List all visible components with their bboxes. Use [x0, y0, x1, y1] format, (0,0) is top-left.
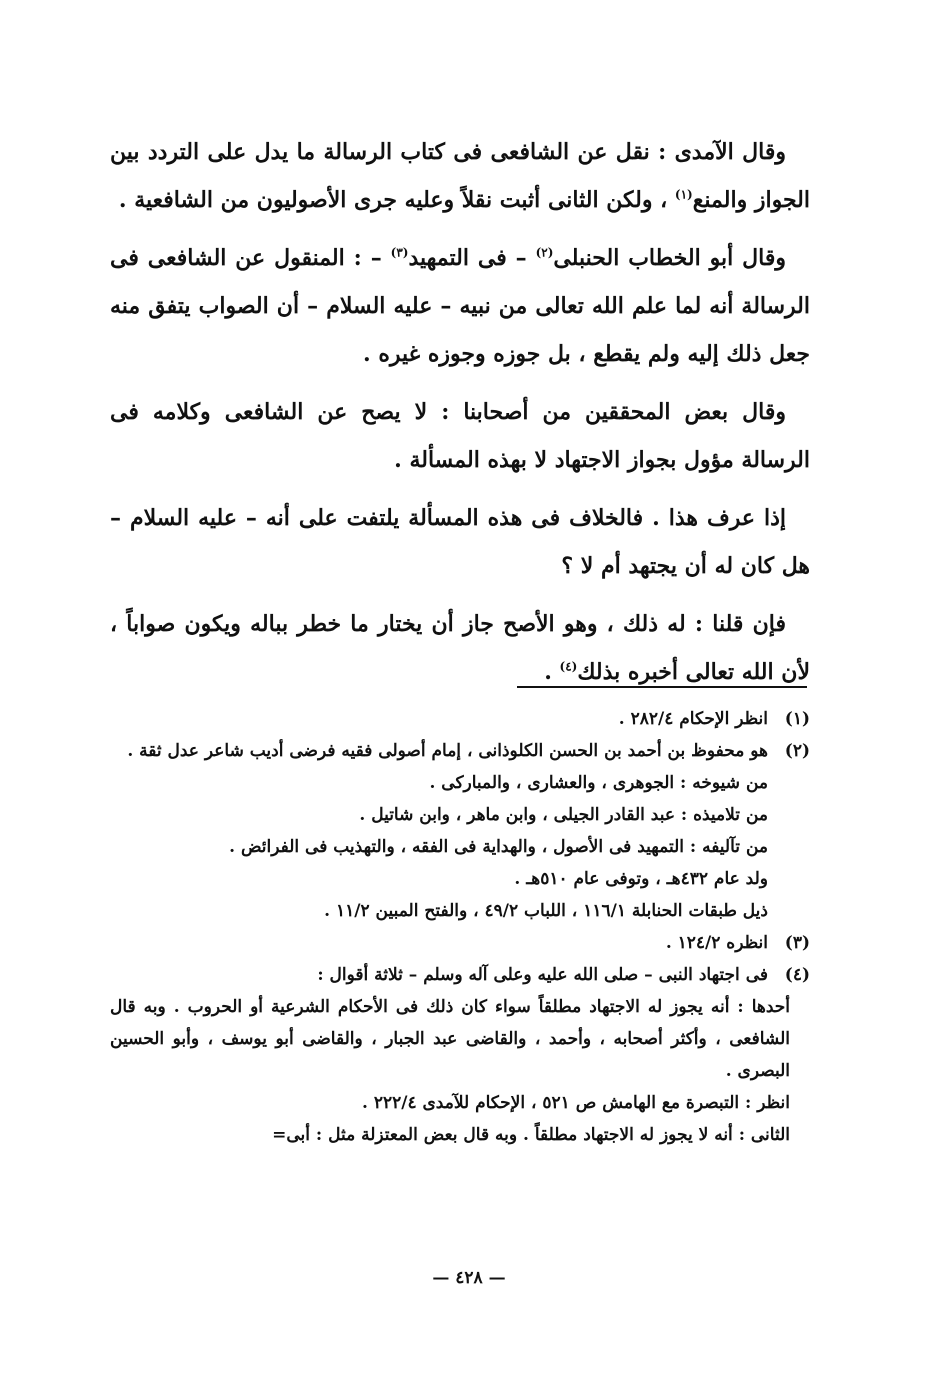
paragraph-2-text: وقال أبو الخطاب الحنبلى	[553, 245, 786, 271]
footnote-2-sources: ذيل طبقات الحنابلة ١١٦/١ ، اللباب ٤٩/٢ ، والفتح المبين ١١/٢ .	[324, 901, 768, 921]
footnotes	[110, 703, 810, 1151]
footnote-2-teachers: من شيوخه : الجوهرى ، والعشارى ، والمباركى .	[429, 773, 768, 793]
footnote-text: هو محفوظ بن أحمد بن الحسن الكلوذانى ، إمام أصولى فقيه فرضى أديب شاعر عدل ثقة .	[127, 741, 768, 761]
footnote-text: انظر الإحكام ٢٨٢/٤ .	[618, 709, 768, 729]
paragraph-2	[110, 234, 810, 378]
footnote-ref-2[interactable]: (٢)	[535, 245, 554, 260]
paragraph-4: إذا عرف هذا . فالخلاف فى هذه المسألة يلتفت على أنه – عليه السلام – هل كان له أن يجتهد أم لا ؟	[110, 505, 810, 579]
footnote-3	[110, 927, 810, 959]
footnote-2	[110, 735, 810, 767]
footnote-ref-3[interactable]: (٣)	[390, 245, 409, 260]
footnote-4-second-opinion: الثانى : أنه لا يجوز له الاجتهاد مطلقاً . وبه قال بعض المعتزلة مثل : أبى=	[272, 1125, 790, 1145]
footnote-4-continuation	[110, 991, 810, 1151]
footnote-4-reference: انظر : التبصرة مع الهامش ص ٥٢١ ، الإحكام للآمدى ٢٢٢/٤ .	[362, 1093, 790, 1113]
main-text	[110, 128, 810, 706]
footnote-ref-1[interactable]: (١)	[674, 187, 693, 202]
paragraph-3: وقال بعض المحققين من أصحابنا : لا يصح عن الشافعى وكلامه فى الرسالة مؤول بجواز الاجتهاد لا بهذه المسألة .	[110, 399, 810, 473]
footnote-1	[110, 703, 810, 735]
footnote-ref-4[interactable]: (٤)	[559, 659, 578, 674]
paragraph-1-text: وقال الآمدى : نقل عن الشافعى فى كتاب الرسالة ما يدل على التردد بين الجواز والمنع	[110, 139, 810, 213]
footnote-number: (٢)	[784, 741, 810, 761]
footnote-2-students: من تلاميذه : عبد القادر الجيلى ، وابن ماهر ، وابن شاتيل .	[359, 805, 768, 825]
paragraph-2-text-mid: – فى التمهيد	[408, 245, 536, 271]
footnote-4	[110, 959, 810, 991]
paragraph-1	[110, 128, 810, 224]
paragraph-5-text-end: .	[544, 659, 560, 685]
paragraph-5	[110, 600, 810, 696]
footnote-text: فى اجتهاد النبى – صلى الله عليه وعلى آله وسلم – ثلاثة أقوال :	[317, 965, 768, 985]
footnote-text: انظره ١٢٤/٢ .	[665, 933, 768, 953]
paragraph-2-text-end: – : المنقول عن الشافعى فى الرسالة أنه لما علم الله تعالى من نبيه – عليه السلام – أن الصواب يتفق منه جعل ذلك إليه ولم يقطع ، بل جوزه وجوزه غيره .	[110, 245, 810, 367]
footnote-separator	[517, 686, 807, 688]
footnote-2-dates: ولد عام ٤٣٢هـ ، وتوفى عام ٥١٠هـ .	[514, 869, 768, 889]
footnote-2-works: من تآليفه : التمهيد فى الأصول ، والهداية فى الفقه ، والتهذيب فى الفرائض .	[229, 837, 768, 857]
footnote-2-details	[110, 767, 810, 927]
footnote-number: (١)	[784, 709, 810, 729]
paragraph-1-text-end: ، ولكن الثانى أثبت نقلاً وعليه جرى الأصوليون من الشافعية .	[118, 187, 675, 213]
footnote-number: (٤)	[784, 965, 810, 985]
footnote-number: (٣)	[784, 933, 810, 953]
paragraph-5-text: فإن قلنا : له ذلك ، وهو الأصح جاز أن يختار ما خطر بباله ويكون صواباً ، لأن الله تعالى أخبره بذلك	[110, 611, 810, 685]
page-number: — ٤٢٨ —	[432, 1268, 506, 1288]
footnote-4-first-opinion: أحدها : أنه يجوز له الاجتهاد مطلقاً سواء كان ذلك فى الأحكام الشرعية أو الحروب . وبه قال الشافعى ، وأكثر أصحابه ، وأحمد ، والقاضى عبد الجبار ، والقاضى أبو يوسف ، وأبو الحسين البصرى .	[110, 997, 790, 1081]
